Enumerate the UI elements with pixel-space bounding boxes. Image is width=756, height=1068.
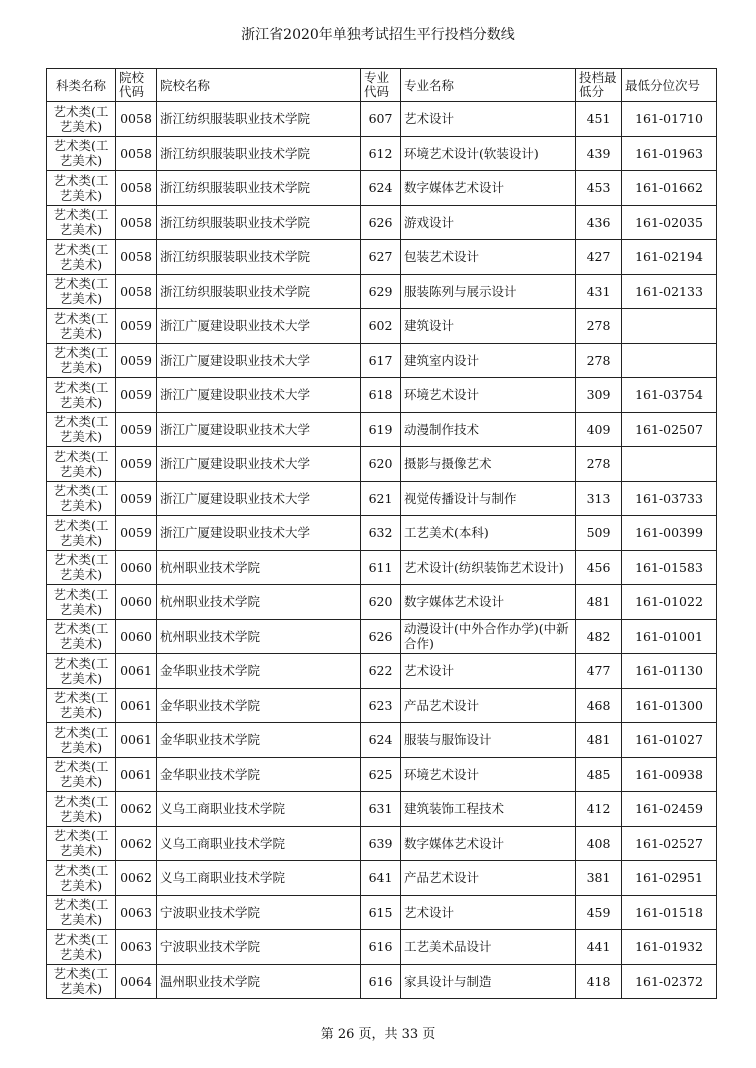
cell-category: 艺术类(工艺美术) — [47, 378, 116, 413]
table-row — [47, 205, 717, 240]
cell-category: 艺术类(工艺美术) — [47, 412, 116, 447]
cell-category: 艺术类(工艺美术) — [47, 205, 116, 240]
cell-major-name: 环境艺术设计(软装设计) — [401, 136, 576, 171]
cell-min-score: 451 — [576, 102, 622, 137]
cell-min-score: 278 — [576, 309, 622, 344]
cell-major-code: 615 — [361, 895, 401, 930]
cell-school-code: 0060 — [116, 550, 157, 585]
cell-major-code: 602 — [361, 309, 401, 344]
cell-school-name: 金华职业技术学院 — [157, 757, 361, 792]
cell-min-score: 509 — [576, 516, 622, 551]
cell-min-score: 482 — [576, 619, 622, 654]
cell-min-score: 313 — [576, 481, 622, 516]
cell-category: 艺术类(工艺美术) — [47, 757, 116, 792]
cell-category: 艺术类(工艺美术) — [47, 654, 116, 689]
cell-school-code: 0058 — [116, 102, 157, 137]
cell-school-name: 杭州职业技术学院 — [157, 585, 361, 620]
cell-min-score: 468 — [576, 688, 622, 723]
table-row — [47, 723, 717, 758]
cell-major-code: 623 — [361, 688, 401, 723]
cell-min-rank: 161-01022 — [622, 585, 717, 620]
cell-min-score: 456 — [576, 550, 622, 585]
cell-min-score: 278 — [576, 343, 622, 378]
cell-school-name: 义乌工商职业技术学院 — [157, 861, 361, 896]
cell-major-name: 数字媒体艺术设计 — [401, 585, 576, 620]
cell-category: 艺术类(工艺美术) — [47, 481, 116, 516]
cell-school-name: 浙江纺织服装职业技术学院 — [157, 205, 361, 240]
page-title: 浙江省2020年单独考试招生平行投档分数线 — [241, 27, 515, 43]
cell-min-score: 431 — [576, 274, 622, 309]
cell-category: 艺术类(工艺美术) — [47, 619, 116, 654]
cell-category: 艺术类(工艺美术) — [47, 102, 116, 137]
cell-min-rank — [622, 343, 717, 378]
cell-min-rank: 161-01300 — [622, 688, 717, 723]
table-row — [47, 516, 717, 551]
cell-min-score: 477 — [576, 654, 622, 689]
cell-major-name: 摄影与摄像艺术 — [401, 447, 576, 482]
cell-school-name: 浙江广厦建设职业技术大学 — [157, 412, 361, 447]
cell-major-code: 617 — [361, 343, 401, 378]
cell-min-rank: 161-01518 — [622, 895, 717, 930]
cell-school-code: 0064 — [116, 964, 157, 999]
cell-category: 艺术类(工艺美术) — [47, 136, 116, 171]
cell-min-rank: 161-01662 — [622, 171, 717, 206]
cell-min-rank: 161-02035 — [622, 205, 717, 240]
cell-major-name: 服装与服饰设计 — [401, 723, 576, 758]
cell-school-name: 浙江纺织服装职业技术学院 — [157, 136, 361, 171]
table-row — [47, 309, 717, 344]
cell-min-score: 418 — [576, 964, 622, 999]
cell-category: 艺术类(工艺美术) — [47, 861, 116, 896]
cell-major-name: 建筑装饰工程技术 — [401, 792, 576, 827]
table-row — [47, 895, 717, 930]
cell-min-rank: 161-01583 — [622, 550, 717, 585]
table-row — [47, 274, 717, 309]
cell-major-name: 建筑室内设计 — [401, 343, 576, 378]
cell-major-code: 616 — [361, 964, 401, 999]
cell-major-code: 621 — [361, 481, 401, 516]
cell-major-name: 包装艺术设计 — [401, 240, 576, 275]
cell-major-name: 建筑设计 — [401, 309, 576, 344]
cell-major-name: 工艺美术品设计 — [401, 930, 576, 965]
page-footer: 第 26 页，共 33 页 — [320, 1027, 436, 1042]
cell-category: 艺术类(工艺美术) — [47, 930, 116, 965]
cell-school-code: 0058 — [116, 240, 157, 275]
cell-major-code: 622 — [361, 654, 401, 689]
header-school-code: 院校代码 — [116, 69, 157, 102]
table-row — [47, 964, 717, 999]
cell-major-code: 616 — [361, 930, 401, 965]
cell-major-code: 629 — [361, 274, 401, 309]
cell-category: 艺术类(工艺美术) — [47, 309, 116, 344]
cell-major-name: 环境艺术设计 — [401, 757, 576, 792]
cell-major-code: 627 — [361, 240, 401, 275]
cell-school-name: 宁波职业技术学院 — [157, 895, 361, 930]
cell-school-code: 0063 — [116, 895, 157, 930]
cell-school-code: 0058 — [116, 274, 157, 309]
cell-category: 艺术类(工艺美术) — [47, 240, 116, 275]
cell-school-code: 0059 — [116, 481, 157, 516]
cell-major-code: 632 — [361, 516, 401, 551]
cell-school-name: 温州职业技术学院 — [157, 964, 361, 999]
header-min-score: 投档最低分 — [576, 69, 622, 102]
cell-min-score: 436 — [576, 205, 622, 240]
table-row — [47, 412, 717, 447]
cell-min-score: 481 — [576, 723, 622, 758]
cell-min-score: 441 — [576, 930, 622, 965]
table-row — [47, 481, 717, 516]
cell-school-code: 0061 — [116, 757, 157, 792]
table-row — [47, 240, 717, 275]
table-row — [47, 757, 717, 792]
cell-min-rank: 161-01027 — [622, 723, 717, 758]
cell-school-name: 浙江纺织服装职业技术学院 — [157, 274, 361, 309]
cell-category: 艺术类(工艺美术) — [47, 343, 116, 378]
cell-category: 艺术类(工艺美术) — [47, 826, 116, 861]
cell-min-score: 459 — [576, 895, 622, 930]
table-row — [47, 826, 717, 861]
header-school-name: 院校名称 — [157, 69, 361, 102]
cell-min-rank: 161-03754 — [622, 378, 717, 413]
cell-school-code: 0062 — [116, 826, 157, 861]
cell-category: 艺术类(工艺美术) — [47, 447, 116, 482]
cell-school-code: 0058 — [116, 136, 157, 171]
cell-min-rank: 161-02194 — [622, 240, 717, 275]
header-major-code: 专业代码 — [361, 69, 401, 102]
cell-category: 艺术类(工艺美术) — [47, 550, 116, 585]
table-row — [47, 550, 717, 585]
table-row — [47, 930, 717, 965]
cell-min-score: 309 — [576, 378, 622, 413]
cell-school-name: 义乌工商职业技术学院 — [157, 826, 361, 861]
cell-school-code: 0059 — [116, 343, 157, 378]
cell-min-score: 278 — [576, 447, 622, 482]
cell-school-code: 0059 — [116, 412, 157, 447]
cell-major-code: 626 — [361, 205, 401, 240]
table-body — [47, 102, 717, 999]
cell-school-name: 杭州职业技术学院 — [157, 619, 361, 654]
cell-min-rank: 161-01001 — [622, 619, 717, 654]
cell-major-name: 游戏设计 — [401, 205, 576, 240]
cell-min-rank: 161-02459 — [622, 792, 717, 827]
cell-category: 艺术类(工艺美术) — [47, 585, 116, 620]
table-header-row — [47, 69, 717, 102]
cell-major-code: 618 — [361, 378, 401, 413]
table-row — [47, 102, 717, 137]
cell-major-name: 环境艺术设计 — [401, 378, 576, 413]
cell-category: 艺术类(工艺美术) — [47, 792, 116, 827]
cell-category: 艺术类(工艺美术) — [47, 688, 116, 723]
table-row — [47, 378, 717, 413]
cell-major-name: 动漫制作技术 — [401, 412, 576, 447]
cell-school-name: 浙江纺织服装职业技术学院 — [157, 171, 361, 206]
cell-major-name: 艺术设计 — [401, 654, 576, 689]
cell-school-name: 义乌工商职业技术学院 — [157, 792, 361, 827]
cell-major-code: 612 — [361, 136, 401, 171]
table-row — [47, 619, 717, 654]
cell-school-name: 浙江纺织服装职业技术学院 — [157, 102, 361, 137]
cell-major-code: 625 — [361, 757, 401, 792]
table-row — [47, 447, 717, 482]
cell-school-code: 0061 — [116, 654, 157, 689]
cell-major-name: 艺术设计 — [401, 895, 576, 930]
cell-major-code: 620 — [361, 585, 401, 620]
cell-major-code: 626 — [361, 619, 401, 654]
cell-major-name: 产品艺术设计 — [401, 861, 576, 896]
cell-major-name: 视觉传播设计与制作 — [401, 481, 576, 516]
header-major-name: 专业名称 — [401, 69, 576, 102]
table-row — [47, 343, 717, 378]
cell-min-score: 481 — [576, 585, 622, 620]
cell-min-score: 412 — [576, 792, 622, 827]
cell-min-rank: 161-03733 — [622, 481, 717, 516]
cell-major-name: 艺术设计(纺织装饰艺术设计) — [401, 550, 576, 585]
table-row — [47, 654, 717, 689]
cell-major-code: 619 — [361, 412, 401, 447]
cell-major-name: 数字媒体艺术设计 — [401, 171, 576, 206]
table-row — [47, 792, 717, 827]
table-row — [47, 585, 717, 620]
cell-school-name: 金华职业技术学院 — [157, 723, 361, 758]
cell-major-code: 624 — [361, 171, 401, 206]
cell-school-code: 0059 — [116, 378, 157, 413]
cell-major-code: 607 — [361, 102, 401, 137]
cell-min-rank: 161-00938 — [622, 757, 717, 792]
cell-min-rank: 161-02133 — [622, 274, 717, 309]
cell-min-rank: 161-01963 — [622, 136, 717, 171]
cell-min-rank — [622, 447, 717, 482]
cell-school-code: 0063 — [116, 930, 157, 965]
cell-school-name: 浙江广厦建设职业技术大学 — [157, 481, 361, 516]
cell-school-code: 0062 — [116, 792, 157, 827]
cell-school-name: 浙江广厦建设职业技术大学 — [157, 343, 361, 378]
cell-school-name: 浙江广厦建设职业技术大学 — [157, 447, 361, 482]
cell-school-name: 浙江纺织服装职业技术学院 — [157, 240, 361, 275]
cell-school-name: 浙江广厦建设职业技术大学 — [157, 378, 361, 413]
cell-min-score: 381 — [576, 861, 622, 896]
cell-school-name: 宁波职业技术学院 — [157, 930, 361, 965]
cell-major-code: 620 — [361, 447, 401, 482]
cell-min-rank: 161-01932 — [622, 930, 717, 965]
cell-school-code: 0058 — [116, 171, 157, 206]
cell-category: 艺术类(工艺美术) — [47, 723, 116, 758]
cell-school-name: 浙江广厦建设职业技术大学 — [157, 516, 361, 551]
cell-category: 艺术类(工艺美术) — [47, 964, 116, 999]
table-row — [47, 136, 717, 171]
cell-major-code: 639 — [361, 826, 401, 861]
cell-category: 艺术类(工艺美术) — [47, 516, 116, 551]
cell-min-rank: 161-01130 — [622, 654, 717, 689]
cell-major-code: 624 — [361, 723, 401, 758]
cell-school-name: 金华职业技术学院 — [157, 654, 361, 689]
cell-major-code: 641 — [361, 861, 401, 896]
cell-school-code: 0060 — [116, 585, 157, 620]
header-min-rank: 最低分位次号 — [622, 69, 717, 102]
cell-major-name: 产品艺术设计 — [401, 688, 576, 723]
table-row — [47, 861, 717, 896]
cell-min-score: 453 — [576, 171, 622, 206]
cell-min-rank: 161-00399 — [622, 516, 717, 551]
cell-min-rank: 161-02527 — [622, 826, 717, 861]
cell-school-code: 0061 — [116, 723, 157, 758]
cell-min-rank — [622, 309, 717, 344]
cell-category: 艺术类(工艺美术) — [47, 274, 116, 309]
header-category: 科类名称 — [47, 69, 116, 102]
cell-school-code: 0059 — [116, 447, 157, 482]
cell-school-name: 浙江广厦建设职业技术大学 — [157, 309, 361, 344]
cell-major-name: 动漫设计(中外合作办学)(中新合作) — [401, 619, 576, 654]
cell-category: 艺术类(工艺美术) — [47, 171, 116, 206]
cell-school-code: 0059 — [116, 309, 157, 344]
cell-school-code: 0059 — [116, 516, 157, 551]
admission-score-table — [46, 68, 717, 999]
cell-school-code: 0060 — [116, 619, 157, 654]
cell-major-name: 数字媒体艺术设计 — [401, 826, 576, 861]
cell-school-code: 0058 — [116, 205, 157, 240]
cell-major-name: 工艺美术(本科) — [401, 516, 576, 551]
cell-school-name: 金华职业技术学院 — [157, 688, 361, 723]
table-row — [47, 688, 717, 723]
cell-min-score: 485 — [576, 757, 622, 792]
cell-major-name: 家具设计与制造 — [401, 964, 576, 999]
cell-category: 艺术类(工艺美术) — [47, 895, 116, 930]
cell-major-name: 艺术设计 — [401, 102, 576, 137]
cell-min-score: 409 — [576, 412, 622, 447]
cell-min-score: 408 — [576, 826, 622, 861]
cell-min-score: 439 — [576, 136, 622, 171]
cell-major-name: 服装陈列与展示设计 — [401, 274, 576, 309]
cell-min-rank: 161-02372 — [622, 964, 717, 999]
cell-min-rank: 161-02507 — [622, 412, 717, 447]
cell-school-name: 杭州职业技术学院 — [157, 550, 361, 585]
table-row — [47, 171, 717, 206]
cell-min-rank: 161-01710 — [622, 102, 717, 137]
cell-min-rank: 161-02951 — [622, 861, 717, 896]
cell-major-code: 611 — [361, 550, 401, 585]
cell-school-code: 0061 — [116, 688, 157, 723]
cell-min-score: 427 — [576, 240, 622, 275]
cell-school-code: 0062 — [116, 861, 157, 896]
cell-major-code: 631 — [361, 792, 401, 827]
